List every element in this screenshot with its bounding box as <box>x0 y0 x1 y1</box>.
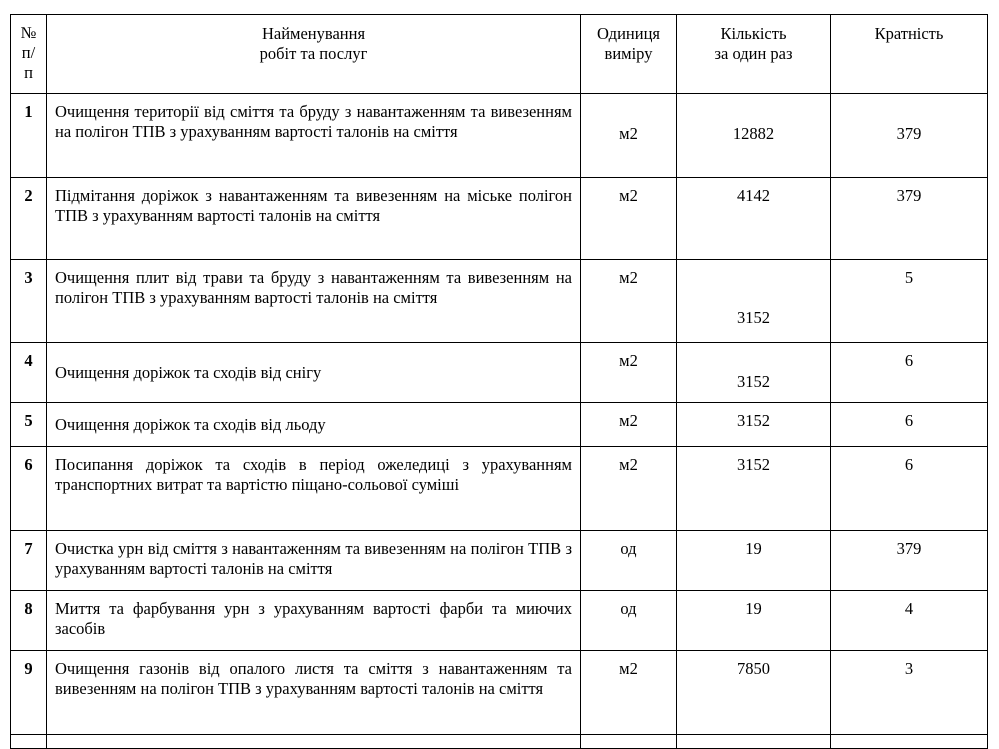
row-qty: 7850 <box>677 651 831 735</box>
row-unit: м2 <box>581 260 677 343</box>
row-name: Очищення території від сміття та бруду з навантаженням та вивезенням на полігон ТПВ з урахуванням вартості талонів на сміття <box>47 94 581 178</box>
row-mult: 6 <box>831 447 988 531</box>
row-mult: 5 <box>831 260 988 343</box>
empty-cell <box>47 735 581 749</box>
row-mult: 379 <box>831 94 988 178</box>
row-name: Очищення газонів від опалого листя та сміття з навантаженням та вивезенням на полігон ТПВ з урахуванням вартості талонів на сміття <box>47 651 581 735</box>
row-num: 3 <box>11 260 47 343</box>
row-name: Підмітання доріжок з навантаженням та вивезенням на міське полігон ТПВ з урахуванням вартості талонів на сміття <box>47 178 581 260</box>
table-row <box>11 531 988 591</box>
row-num: 2 <box>11 178 47 260</box>
row-num: 8 <box>11 591 47 651</box>
table-row <box>11 343 988 403</box>
table-row-continuation <box>11 735 988 749</box>
row-mult: 379 <box>831 178 988 260</box>
row-mult: 6 <box>831 343 988 403</box>
table-header-row <box>11 15 988 94</box>
table-row <box>11 260 988 343</box>
table-row <box>11 94 988 178</box>
row-unit: м2 <box>581 403 677 447</box>
row-name: Посипання доріжок та сходів в період ожеледиці з урахуванням транспортних витрат та вартістю піщано-сольової суміші <box>47 447 581 531</box>
row-mult: 379 <box>831 531 988 591</box>
header-unit: Одиниця виміру <box>581 15 677 94</box>
row-unit: м2 <box>581 651 677 735</box>
row-mult: 6 <box>831 403 988 447</box>
row-qty: 3152 <box>677 343 831 403</box>
row-qty: 3152 <box>677 447 831 531</box>
row-name: Миття та фарбування урн з урахуванням вартості фарби та миючих засобів <box>47 591 581 651</box>
row-qty: 12882 <box>677 94 831 178</box>
row-unit: м2 <box>581 447 677 531</box>
row-unit: м2 <box>581 178 677 260</box>
header-mult: Кратність <box>831 15 988 94</box>
row-num: 7 <box>11 531 47 591</box>
table-row <box>11 178 988 260</box>
row-num: 6 <box>11 447 47 531</box>
row-qty: 19 <box>677 531 831 591</box>
row-qty: 19 <box>677 591 831 651</box>
row-mult: 3 <box>831 651 988 735</box>
works-table <box>10 14 988 749</box>
row-num: 9 <box>11 651 47 735</box>
empty-cell <box>581 735 677 749</box>
empty-cell <box>11 735 47 749</box>
row-num: 1 <box>11 94 47 178</box>
row-unit: од <box>581 531 677 591</box>
row-unit: м2 <box>581 343 677 403</box>
row-qty: 3152 <box>677 260 831 343</box>
header-name: Найменування робіт та послуг <box>47 15 581 94</box>
row-qty: 3152 <box>677 403 831 447</box>
row-name: Очищення доріжок та сходів від снігу <box>47 343 581 403</box>
row-unit: од <box>581 591 677 651</box>
row-name: Очищення плит від трави та бруду з навантаженням та вивезенням на полігон ТПВ з урахуванням вартості талонів на сміття <box>47 260 581 343</box>
row-unit: м2 <box>581 94 677 178</box>
empty-cell <box>831 735 988 749</box>
row-mult: 4 <box>831 591 988 651</box>
row-name: Очистка урн від сміття з навантаженням та вивезенням на полігон ТПВ з урахуванням вартості талонів на сміття <box>47 531 581 591</box>
table-row <box>11 447 988 531</box>
row-num: 4 <box>11 343 47 403</box>
header-qty: Кількість за один раз <box>677 15 831 94</box>
row-qty: 4142 <box>677 178 831 260</box>
table-row <box>11 591 988 651</box>
header-num: № п/ п <box>11 15 47 94</box>
empty-cell <box>677 735 831 749</box>
table-row <box>11 651 988 735</box>
table-row <box>11 403 988 447</box>
row-num: 5 <box>11 403 47 447</box>
row-name: Очищення доріжок та сходів від льоду <box>47 403 581 447</box>
